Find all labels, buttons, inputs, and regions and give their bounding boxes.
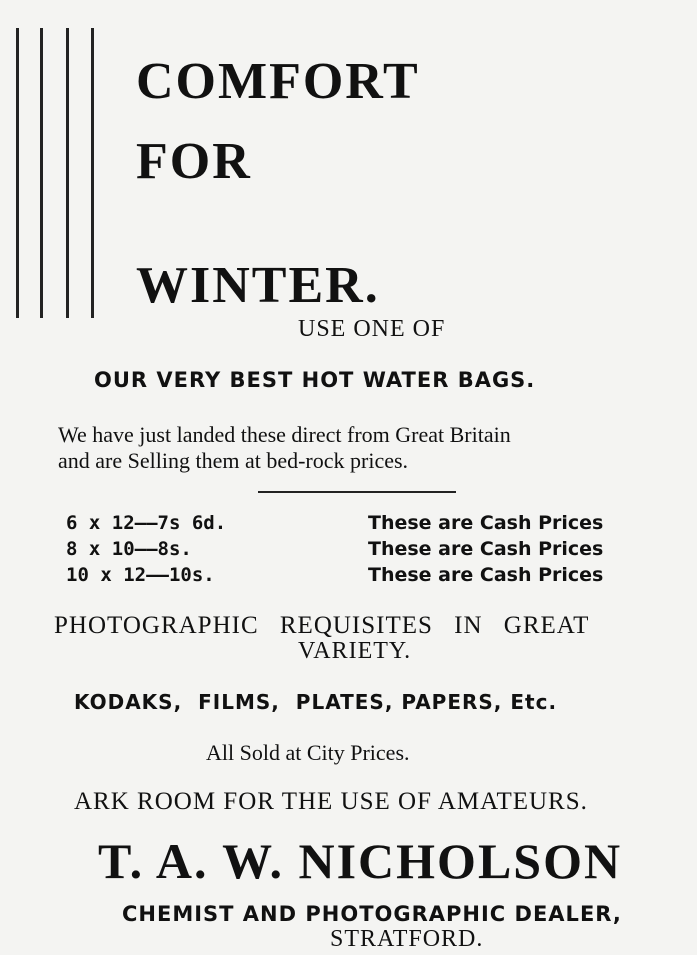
price-size-2: 8 x 10——8s. [66, 538, 192, 560]
vertical-rule [66, 28, 69, 318]
photo-items: KODAKS, FILMS, PLATES, PAPERS, Etc. [74, 690, 558, 714]
price-note-1: These are Cash Prices [368, 512, 604, 534]
town-name: STRATFORD. [330, 926, 484, 952]
divider-rule [258, 491, 456, 493]
photographic-requisites: PHOTOGRAPHIC REQUISITES IN GREAT [54, 612, 590, 639]
use-one-of: USE ONE OF [298, 316, 446, 342]
dark-room-line: ARK ROOM FOR THE USE OF AMATEURS. [74, 788, 588, 815]
intro-line-1: We have just landed these direct from Great Britain [58, 422, 511, 447]
vertical-rule [91, 28, 94, 318]
variety-line: VARIETY. [298, 638, 412, 664]
price-size-3: 10 x 12——10s. [66, 564, 215, 586]
product-heading: OUR VERY BEST HOT WATER BAGS. [94, 368, 536, 392]
business-description: CHEMIST AND PHOTOGRAPHIC DEALER, [122, 902, 622, 926]
vertical-rule [16, 28, 19, 318]
price-note-3: These are Cash Prices [368, 564, 604, 586]
price-size-1: 6 x 12——7s 6d. [66, 512, 227, 534]
headline-comfort: COMFORT [136, 53, 420, 110]
headline-for: FOR [136, 133, 252, 190]
headline-winter: WINTER. [136, 257, 380, 314]
sold-at-city-prices: All Sold at City Prices. [206, 740, 410, 765]
proprietor-name: T. A. W. NICHOLSON [98, 833, 623, 889]
price-note-2: These are Cash Prices [368, 538, 604, 560]
vertical-rule [40, 28, 43, 318]
intro-line-2: and are Selling them at bed-rock prices. [58, 448, 409, 473]
